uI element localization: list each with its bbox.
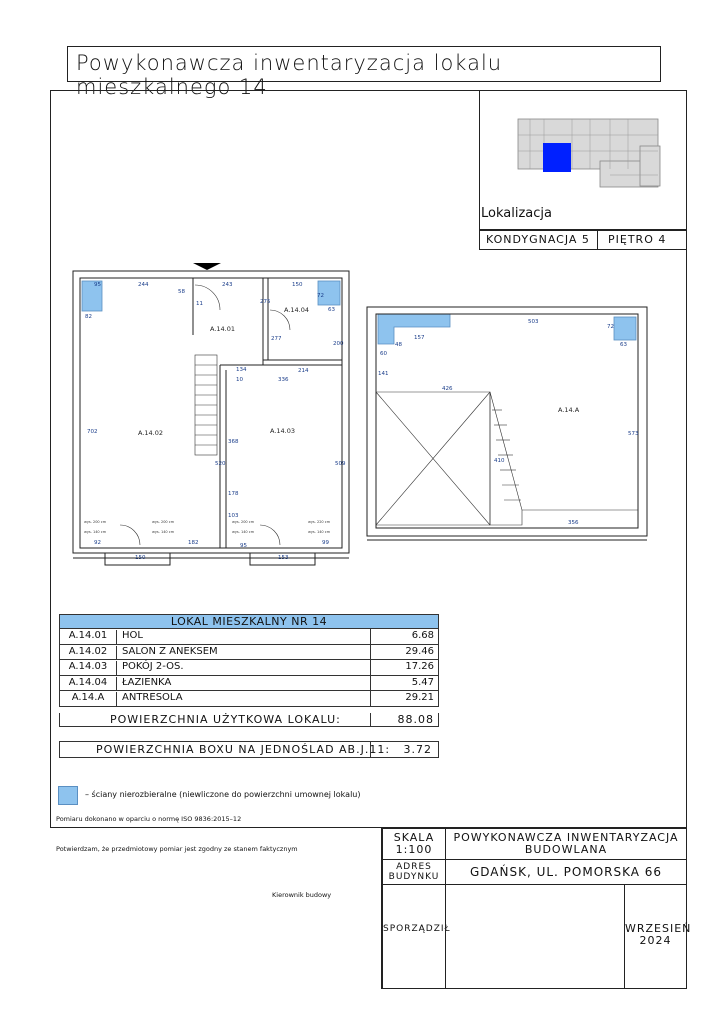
dim-label: 63 xyxy=(328,307,335,313)
dim-label: 356 xyxy=(568,520,579,526)
legend-swatch xyxy=(58,786,78,805)
entrance-arrow-icon xyxy=(193,263,221,270)
room-area: 29.21 xyxy=(405,692,434,703)
table-row xyxy=(59,629,439,645)
dim-label: 503 xyxy=(528,319,539,325)
title-block xyxy=(381,827,692,989)
room-name: HOL xyxy=(122,630,143,641)
room-label: A.14.03 xyxy=(270,427,296,435)
dim-label: 200 xyxy=(333,341,344,347)
prepared-by-label: SPORZĄDZIŁ xyxy=(383,924,451,934)
document-type-line1: POWYKONAWCZA INWENTARYZACJA xyxy=(453,831,679,844)
room-area: 17.26 xyxy=(405,661,434,672)
dim-label: wys. 200 cm xyxy=(152,520,175,524)
room-code: A.14.04 xyxy=(60,677,117,691)
room-name: POKÓJ 2-OS. xyxy=(122,661,184,672)
dim-label: 58 xyxy=(178,289,185,295)
date-year: 2024 xyxy=(639,934,672,948)
dim-label: wys. 140 cm xyxy=(308,530,331,534)
kondygnacja-label: KONDYGNACJA 5 xyxy=(480,231,598,249)
dim-label: 63 xyxy=(620,342,627,348)
dim-label: 410 xyxy=(494,458,505,464)
dim-label: wys. 140 cm xyxy=(152,530,175,534)
dim-label: 150 xyxy=(135,555,146,561)
dim-label: 368 xyxy=(228,439,239,445)
dim-label: 103 xyxy=(228,513,239,519)
date-cell xyxy=(624,884,692,989)
room-code: A.14.03 xyxy=(60,661,117,675)
dim-label: 95 xyxy=(94,282,101,288)
box-area-label: POWIERZCHNIA BOXU NA JEDNOŚLAD AB.J.11: xyxy=(96,743,391,756)
address-label-line2: BUDYNKU xyxy=(388,871,440,882)
document-title: Powykonawcza inwentaryzacja lokalu mieszkalnego 14 xyxy=(67,46,661,82)
dim-label: 214 xyxy=(298,368,309,374)
document-type-line2: BUDOWLANA xyxy=(524,843,608,857)
dim-label: 244 xyxy=(138,282,149,288)
confirmation-note: Potwierdzam, że przedmiotowy pomiar jest zgodny ze stanem faktycznym xyxy=(56,845,298,853)
dim-label: 11 xyxy=(196,301,203,307)
dim-label: wys. 200 cm xyxy=(232,520,255,524)
dim-label: 153 xyxy=(278,555,289,561)
box-area-row xyxy=(59,741,439,758)
area-table xyxy=(59,629,439,707)
legend-text: – ściany nierozbieralne (niewliczone do powierzchni umownej lokalu) xyxy=(85,790,361,799)
dim-label: 243 xyxy=(222,282,233,288)
document-type-cell xyxy=(445,828,687,860)
dim-label: wys. 200 cm xyxy=(84,520,107,524)
dim-label: 178 xyxy=(228,491,239,497)
dim-label: 426 xyxy=(442,386,453,392)
dim-label: 72 xyxy=(317,293,324,299)
table-row xyxy=(59,691,439,707)
room-name: ŁAZIENKA xyxy=(122,676,172,688)
address-value: GDAŃSK, UL. POMORSKA 66 xyxy=(469,865,663,879)
room-code: A.14.A xyxy=(60,692,117,706)
dim-label: 509 xyxy=(335,461,346,467)
room-label: A.14.01 xyxy=(210,325,236,333)
room-label: A.14.02 xyxy=(138,429,164,437)
dim-label: 182 xyxy=(188,540,199,546)
dim-label: 60 xyxy=(380,351,387,357)
dim-label: 702 xyxy=(87,429,98,435)
dim-label: wys. 140 cm xyxy=(84,530,107,534)
total-area-label: POWIERZCHNIA UŻYTKOWA LOKALU: xyxy=(110,713,341,726)
box-area-value: 3.72 xyxy=(403,743,432,756)
pietro-label: PIĘTRO 4 xyxy=(608,233,667,246)
dim-label: 48 xyxy=(395,342,402,348)
dim-label: 134 xyxy=(236,367,247,373)
wall-block xyxy=(614,317,636,340)
total-area-value: 88.08 xyxy=(397,713,434,726)
dim-label: 72 xyxy=(607,324,614,330)
room-code: A.14.02 xyxy=(60,646,117,660)
dim-label: 150 xyxy=(292,282,303,288)
room-area: 29.46 xyxy=(405,645,434,657)
dim-label: 573 xyxy=(628,431,639,437)
scale-label: SKALA xyxy=(393,831,435,844)
dim-label: wys. 140 cm xyxy=(232,530,255,534)
table-row xyxy=(59,660,439,676)
dim-label: 95 xyxy=(240,543,247,549)
scale-cell xyxy=(382,828,446,860)
dim-label: 336 xyxy=(278,377,289,383)
room-code: A.14.01 xyxy=(60,630,117,644)
address-label-cell xyxy=(382,859,446,885)
room-area: 5.47 xyxy=(411,676,434,688)
dim-label: 82 xyxy=(85,314,92,320)
dim-label: 141 xyxy=(378,371,389,377)
room-name: SALON Z ANEKSEM xyxy=(122,645,218,657)
floor-plan-mezzanine xyxy=(362,300,652,550)
room-name: ANTRESOLA xyxy=(122,692,183,703)
table-row xyxy=(59,676,439,692)
address-cell xyxy=(445,859,687,885)
dim-label: 92 xyxy=(94,540,101,546)
date-month: WRZESIEŃ xyxy=(625,922,692,935)
area-table-header: LOKAL MIESZKALNY NR 14 xyxy=(59,614,439,629)
table-row xyxy=(59,645,439,661)
prepared-by-cell xyxy=(382,884,451,989)
floor-plan-main xyxy=(60,255,360,580)
dim-label: wys. 220 cm xyxy=(308,520,331,524)
dim-label: 157 xyxy=(414,335,425,341)
apartment-marker xyxy=(543,143,571,172)
dim-label: 10 xyxy=(236,377,243,383)
dim-label: 99 xyxy=(322,540,329,546)
room-label: A.14.A xyxy=(558,406,580,414)
signature-cell xyxy=(445,884,625,989)
norm-note: Pomiaru dokonano w oparciu o normę ISO 9836:2015–12 xyxy=(56,815,242,823)
floor-info xyxy=(479,230,687,250)
address-label-line1: ADRES xyxy=(396,862,432,872)
dim-label: 520 xyxy=(215,461,226,467)
total-area-row xyxy=(59,713,439,727)
scale-value: 1:100 xyxy=(395,843,433,857)
dim-label: 275 xyxy=(260,299,271,305)
site-manager-label: Kierownik budowy xyxy=(272,891,332,899)
dim-label: 277 xyxy=(271,336,282,342)
room-area: 6.68 xyxy=(411,630,434,641)
room-label: A.14.04 xyxy=(284,306,310,314)
location-label: Lokalizacja xyxy=(481,206,552,221)
